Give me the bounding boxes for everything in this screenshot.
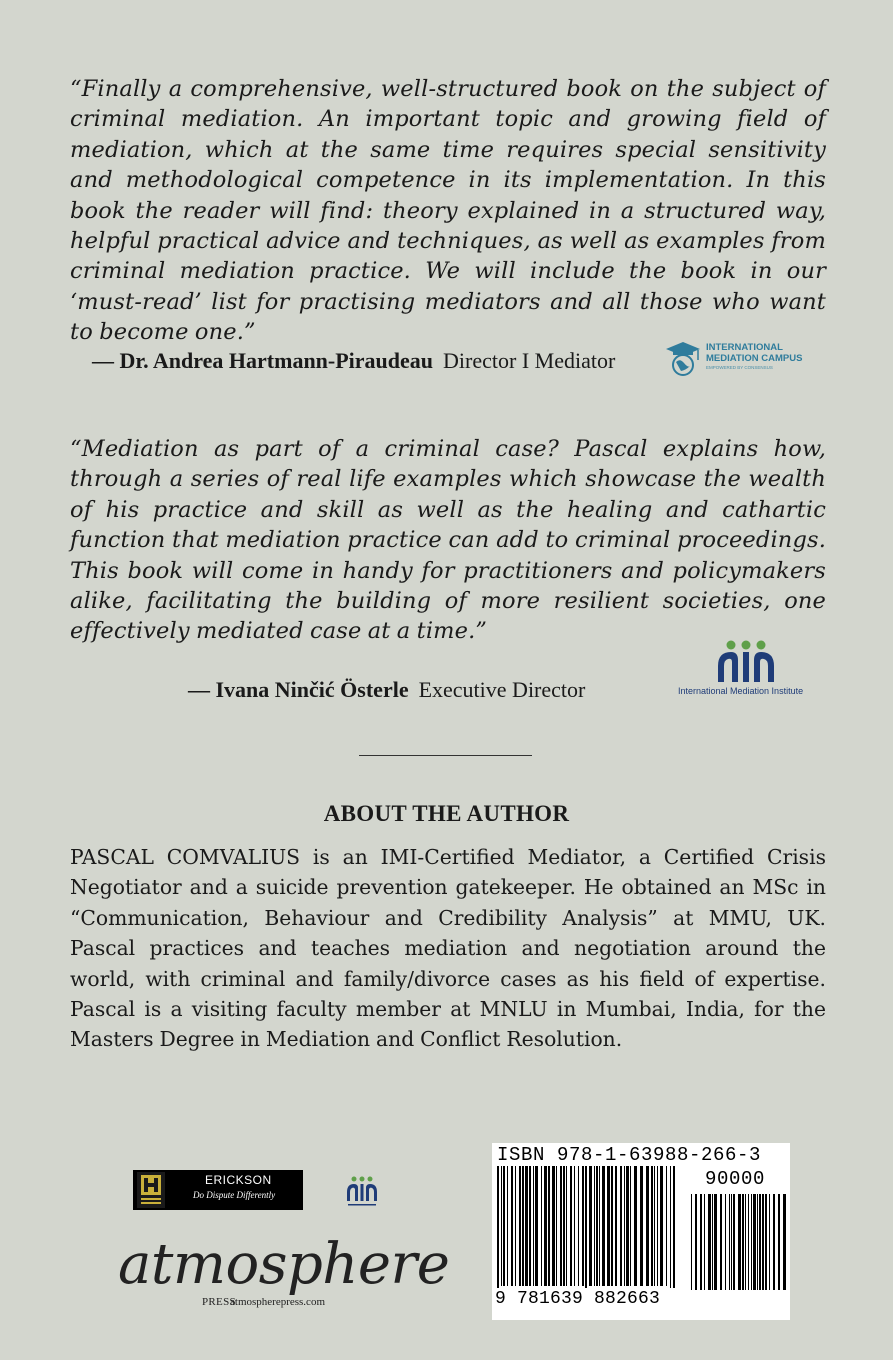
imc-logo-subtitle: EMPOWERED BY CONSENSUS — [706, 365, 773, 370]
barcode-bar — [753, 1194, 756, 1290]
barcode-bar — [615, 1166, 617, 1286]
section-divider — [359, 755, 532, 756]
erickson-name: ERICKSON — [205, 1173, 272, 1187]
barcode-bar — [769, 1194, 770, 1290]
barcode-bar — [501, 1166, 502, 1286]
barcode-bar — [566, 1166, 567, 1286]
barcode-bar — [673, 1166, 675, 1290]
barcode-bars — [495, 1166, 787, 1290]
barcode-bar — [589, 1166, 592, 1286]
barcode-bar — [525, 1166, 528, 1286]
barcode-bar — [695, 1194, 697, 1290]
atmosphere-press-label: PRESS — [202, 1296, 236, 1308]
barcode-bar — [733, 1194, 735, 1290]
barcode-bar — [657, 1166, 658, 1286]
barcode-bar — [651, 1166, 653, 1286]
barcode-bar — [765, 1194, 767, 1290]
testimonial-author-role: Director I Mediator — [443, 348, 616, 373]
barcode-bar — [759, 1194, 761, 1290]
barcode-bar — [757, 1194, 758, 1290]
international-mediation-campus-logo — [664, 338, 824, 378]
barcode-bar — [666, 1166, 667, 1286]
testimonial-author-name: — Ivana Ninčić Österle — [188, 677, 409, 702]
barcode-bar — [507, 1166, 508, 1286]
about-author-heading: ABOUT THE AUTHOR — [323, 801, 570, 826]
barcode-bar — [660, 1166, 663, 1286]
barcode-bar — [620, 1166, 622, 1286]
imi-logo-text: International Mediation Institute — [678, 686, 804, 696]
barcode-bar — [511, 1166, 513, 1286]
barcode-bar — [748, 1194, 749, 1290]
isbn-number: ISBN 978-1-63988-266-3 — [497, 1144, 762, 1166]
testimonial-quote-2: “Mediation as part of a criminal case? Pascal explains how, through a series of real life examples which showcase the wealth of his practice and skill as well as the healing and cathartic function that mediation practice can add to criminal proceedings. This book will come in handy for practitioners and policymakers alike, facilitating the building of more resilient societies, one effectively mediated case at a time.” — [70, 436, 826, 645]
testimonial-author-name: — Dr. Andrea Hartmann-Piraudeau — [92, 348, 434, 373]
barcode-bar — [611, 1166, 613, 1286]
international-mediation-institute-logo — [676, 638, 816, 702]
barcode-bar — [778, 1194, 780, 1290]
erickson-emblem-icon — [137, 1172, 165, 1208]
barcode-bar — [670, 1166, 671, 1290]
barcode-bar — [725, 1194, 726, 1290]
barcode-bar — [751, 1194, 752, 1290]
barcode-bar — [729, 1194, 730, 1290]
barcode-bar — [704, 1194, 705, 1290]
imc-logo-title — [706, 343, 802, 364]
barcode-bar — [535, 1166, 538, 1286]
barcode-bar — [548, 1166, 550, 1286]
testimonial-author-role: Executive Director — [418, 677, 586, 702]
barcode-bar — [708, 1194, 711, 1290]
barcode-bar — [515, 1166, 516, 1286]
barcode-bar — [691, 1194, 692, 1290]
barcode-bar — [582, 1166, 584, 1286]
barcode-bar — [738, 1194, 741, 1290]
barcode-bar — [570, 1166, 572, 1286]
barcode-bar — [602, 1166, 605, 1286]
publisher-url: atmospherepress.com — [230, 1296, 325, 1308]
barcode-bar — [654, 1166, 655, 1286]
barcode-bar — [720, 1194, 722, 1290]
barcode-bar — [634, 1166, 637, 1286]
price-code: 90000 — [705, 1168, 766, 1190]
barcode-bar — [731, 1194, 732, 1290]
testimonial-attribution-1 — [92, 341, 615, 381]
barcode-bar — [578, 1166, 579, 1286]
imi-emblem-icon — [676, 638, 816, 686]
barcode-bar — [497, 1166, 499, 1290]
barcode-bar — [762, 1194, 764, 1290]
barcode-bar — [630, 1166, 631, 1286]
barcode-bar — [742, 1194, 744, 1290]
barcode-bar — [745, 1194, 746, 1290]
imc-logo-title-line2: MEDIATION CAMPUS — [706, 352, 803, 364]
imc-logo-title-line1: INTERNATIONAL — [706, 342, 783, 353]
erickson-tagline: Do Dispute Differently — [193, 1190, 276, 1200]
barcode-bar — [596, 1166, 598, 1286]
barcode-bar — [714, 1194, 717, 1290]
barcode-bar — [563, 1166, 565, 1286]
barcode-bar — [712, 1194, 713, 1290]
barcode-bar — [552, 1166, 555, 1286]
barcode-bar — [783, 1194, 786, 1290]
barcode-bar — [533, 1166, 534, 1286]
barcode-bar — [607, 1166, 610, 1286]
barcode-bar — [646, 1166, 649, 1286]
testimonial-attribution-2 — [188, 670, 585, 710]
barcode-bar — [626, 1166, 629, 1286]
barcode-bar — [599, 1166, 600, 1286]
barcode-bar — [640, 1166, 643, 1286]
author-bio: PASCAL COMVALIUS is an IMI-Certified Mediator, a Certified Crisis Negotiator and a suicide prevention gatekeeper. He obtained an MSc in “Communication, Behaviour and Credibility Analysis” at MMU, UK. Pascal practices and teaches mediation and negotiation around the world, with criminal and family/divorce cases as his field of expertise. Pascal is a visiting faculty member at MNLU in Mumbai, India, for the Masters Degree in Mediation and Conflict Resolution. — [70, 845, 826, 1052]
graduation-cap-globe-icon — [664, 338, 704, 378]
barcode-bar — [585, 1166, 587, 1290]
barcode-bar — [529, 1166, 531, 1286]
barcode-bar — [700, 1194, 702, 1290]
barcode-bar — [522, 1166, 524, 1286]
ean-digits: 9 781639 882663 — [495, 1289, 661, 1309]
barcode-bar — [594, 1166, 595, 1286]
barcode-bar — [560, 1166, 562, 1286]
atmosphere-press-logo: atmosphere — [118, 1232, 450, 1297]
imi-small-logo-icon — [342, 1175, 382, 1209]
barcode-bar — [519, 1166, 521, 1286]
barcode-bar — [541, 1166, 542, 1286]
barcode-bar — [544, 1166, 547, 1286]
barcode-bar — [773, 1194, 775, 1290]
barcode-bar — [556, 1166, 557, 1286]
barcode-bar — [503, 1166, 505, 1286]
barcode-bar — [574, 1166, 575, 1286]
testimonial-quote-1: “Finally a comprehensive, well-structured book on the subject of criminal mediation. An important topic and growing field of mediation, which at the same time requires special sensitivity and methodological competence in its implementation. In this book the reader will find: theory explained in a structured way, helpful practical advice and techniques, as well as examples from criminal mediation practice. We will include the book in our ‘must-read’ list for practising mediators and all those who want to become one.” — [70, 76, 826, 346]
barcode-bar — [624, 1166, 625, 1286]
